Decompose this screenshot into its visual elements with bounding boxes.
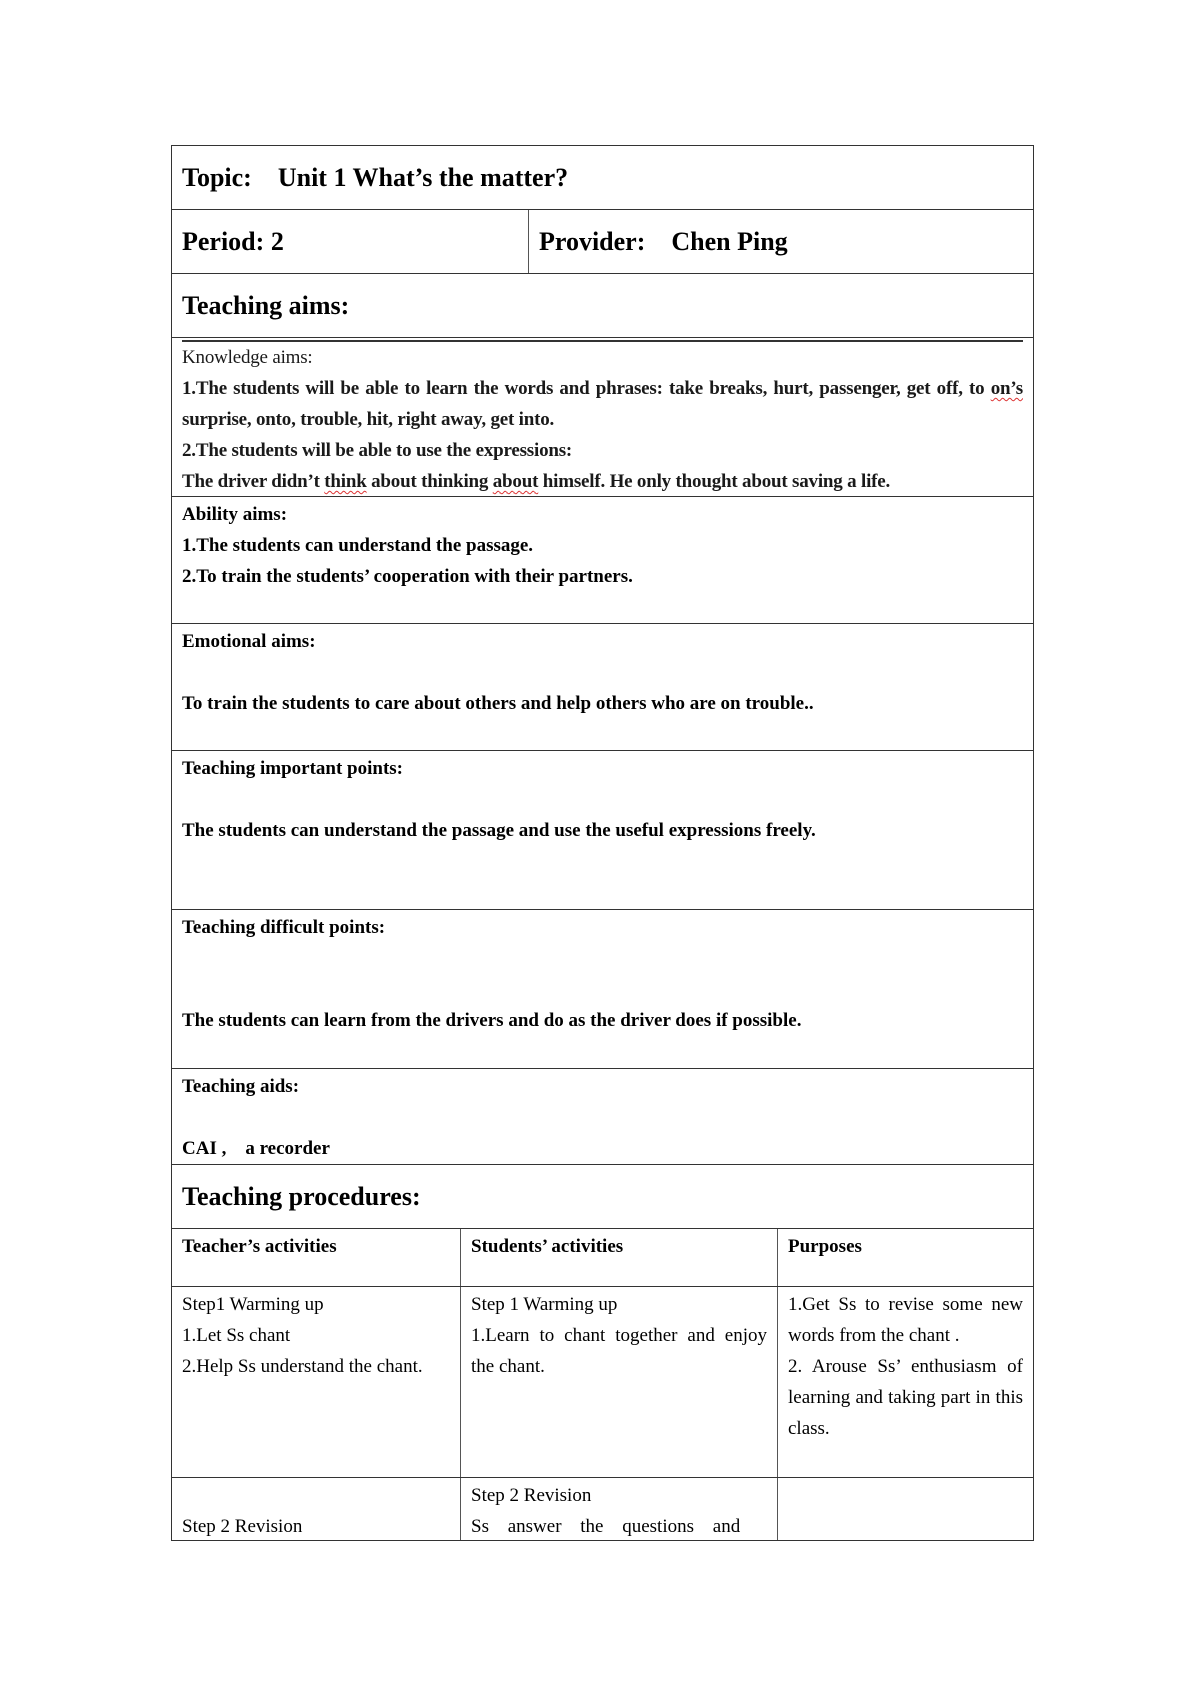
text: 1.Let Ss chant	[182, 1325, 291, 1346]
text: 2.Help Ss understand the chant.	[182, 1356, 423, 1377]
purposes	[777, 1287, 1033, 1477]
text: himself. He only thought about saving a life.	[538, 471, 891, 492]
provider-label: Provider:	[539, 227, 646, 256]
topic-value: Unit 1 What’s the matter?	[277, 163, 569, 192]
ability-aims-label: Ability aims:	[182, 504, 288, 525]
procedure-row	[171, 1286, 1034, 1477]
text: Step1 Warming up	[182, 1294, 324, 1315]
topic-row	[171, 145, 1034, 209]
ability-aims	[172, 497, 1033, 592]
teaching-aims-title: Teaching aims:	[182, 291, 350, 320]
teaching-aids-text: CAI , a recorder	[182, 1138, 330, 1159]
provider-cell	[528, 210, 1033, 273]
column-header-teacher: Teacher’s activities	[182, 1236, 337, 1257]
column-header-purposes: Purposes	[777, 1229, 1033, 1286]
important-points-text: The students can understand the passage and use the useful expressions freely.	[182, 820, 816, 841]
ability-aim-1: 1.The students can understand the passage.	[182, 535, 534, 556]
emotional-aims	[172, 624, 1033, 719]
teaching-aids	[172, 1069, 1033, 1164]
teaching-procedures-title: Teaching procedures:	[182, 1182, 421, 1211]
difficult-points	[172, 910, 1033, 1036]
spelling-error-mark: about	[492, 471, 539, 492]
text: Ss answer the questions and	[471, 1516, 741, 1537]
teacher-activities	[172, 1478, 460, 1540]
knowledge-aims-row	[171, 337, 1034, 496]
knowledge-aim-2: 2.The students will be able to use the expressions:	[182, 440, 573, 461]
difficult-points-text: The students can learn from the drivers and do as the driver does if possible.	[182, 1010, 802, 1031]
topic-label: Topic:	[182, 163, 252, 192]
text: 1.The students will be able to learn the words and phrases: take breaks, hurt, passenger, get off, to	[182, 378, 991, 399]
column-header-students: Students’ activities	[460, 1229, 777, 1286]
text: The driver didn’t	[182, 471, 325, 492]
procedures-header-row	[171, 1228, 1034, 1286]
emotional-aims-row	[171, 623, 1034, 750]
topic	[172, 146, 1033, 210]
ability-aims-row	[171, 496, 1034, 623]
text: 1.Learn to chant together and enjoy the chant.	[471, 1325, 767, 1377]
teaching-aids-row	[171, 1068, 1034, 1164]
period-value: 2	[270, 227, 284, 256]
knowledge-aim-1	[182, 373, 1023, 435]
emotional-aims-label: Emotional aims:	[182, 631, 316, 652]
knowledge-aim-3	[182, 466, 1023, 497]
spelling-error-mark: on’s	[990, 378, 1023, 399]
knowledge-aims-label: Knowledge aims:	[182, 347, 313, 368]
text: 2. Arouse Ss’ enthusiasm of learning and taking part in this class.	[788, 1356, 1023, 1439]
students-activities	[460, 1287, 777, 1477]
period-label: Period:	[182, 227, 265, 256]
lesson-plan-table	[171, 145, 1034, 1541]
emotional-aims-text: To train the students to care about others and help others who are on trouble..	[182, 693, 814, 714]
text: 1.Get Ss to revise some new words from the chant .	[788, 1294, 1023, 1346]
text: Teaching aids:	[182, 1076, 300, 1097]
ability-aim-2: 2.To train the students’ cooperation with their partners.	[182, 566, 633, 587]
teaching-aids-label	[182, 1071, 1023, 1102]
period-cell	[172, 210, 528, 273]
text: Step 1 Warming up	[471, 1294, 618, 1315]
text: surprise, onto, trouble, hit, right away, get into.	[182, 409, 555, 430]
knowledge-aims	[172, 342, 1033, 497]
spelling-error-mark: think	[324, 471, 367, 492]
procedure-row	[171, 1477, 1034, 1541]
teaching-procedures-row	[171, 1164, 1034, 1228]
teaching-aims-row	[171, 273, 1034, 337]
teacher-activities	[172, 1287, 460, 1477]
text: Step 2 Revision	[182, 1516, 303, 1537]
text: Step 2 Revision	[471, 1485, 592, 1506]
provider-value: Chen Ping	[671, 227, 788, 256]
important-points	[172, 751, 1033, 846]
difficult-points-label: Teaching difficult points:	[182, 917, 386, 938]
important-points-label: Teaching important points:	[182, 758, 403, 779]
difficult-points-row	[171, 909, 1034, 1068]
purposes	[777, 1478, 1033, 1540]
students-activities	[460, 1478, 777, 1540]
text: about thinking	[366, 471, 493, 492]
period-provider-row	[171, 209, 1034, 273]
important-points-row	[171, 750, 1034, 909]
